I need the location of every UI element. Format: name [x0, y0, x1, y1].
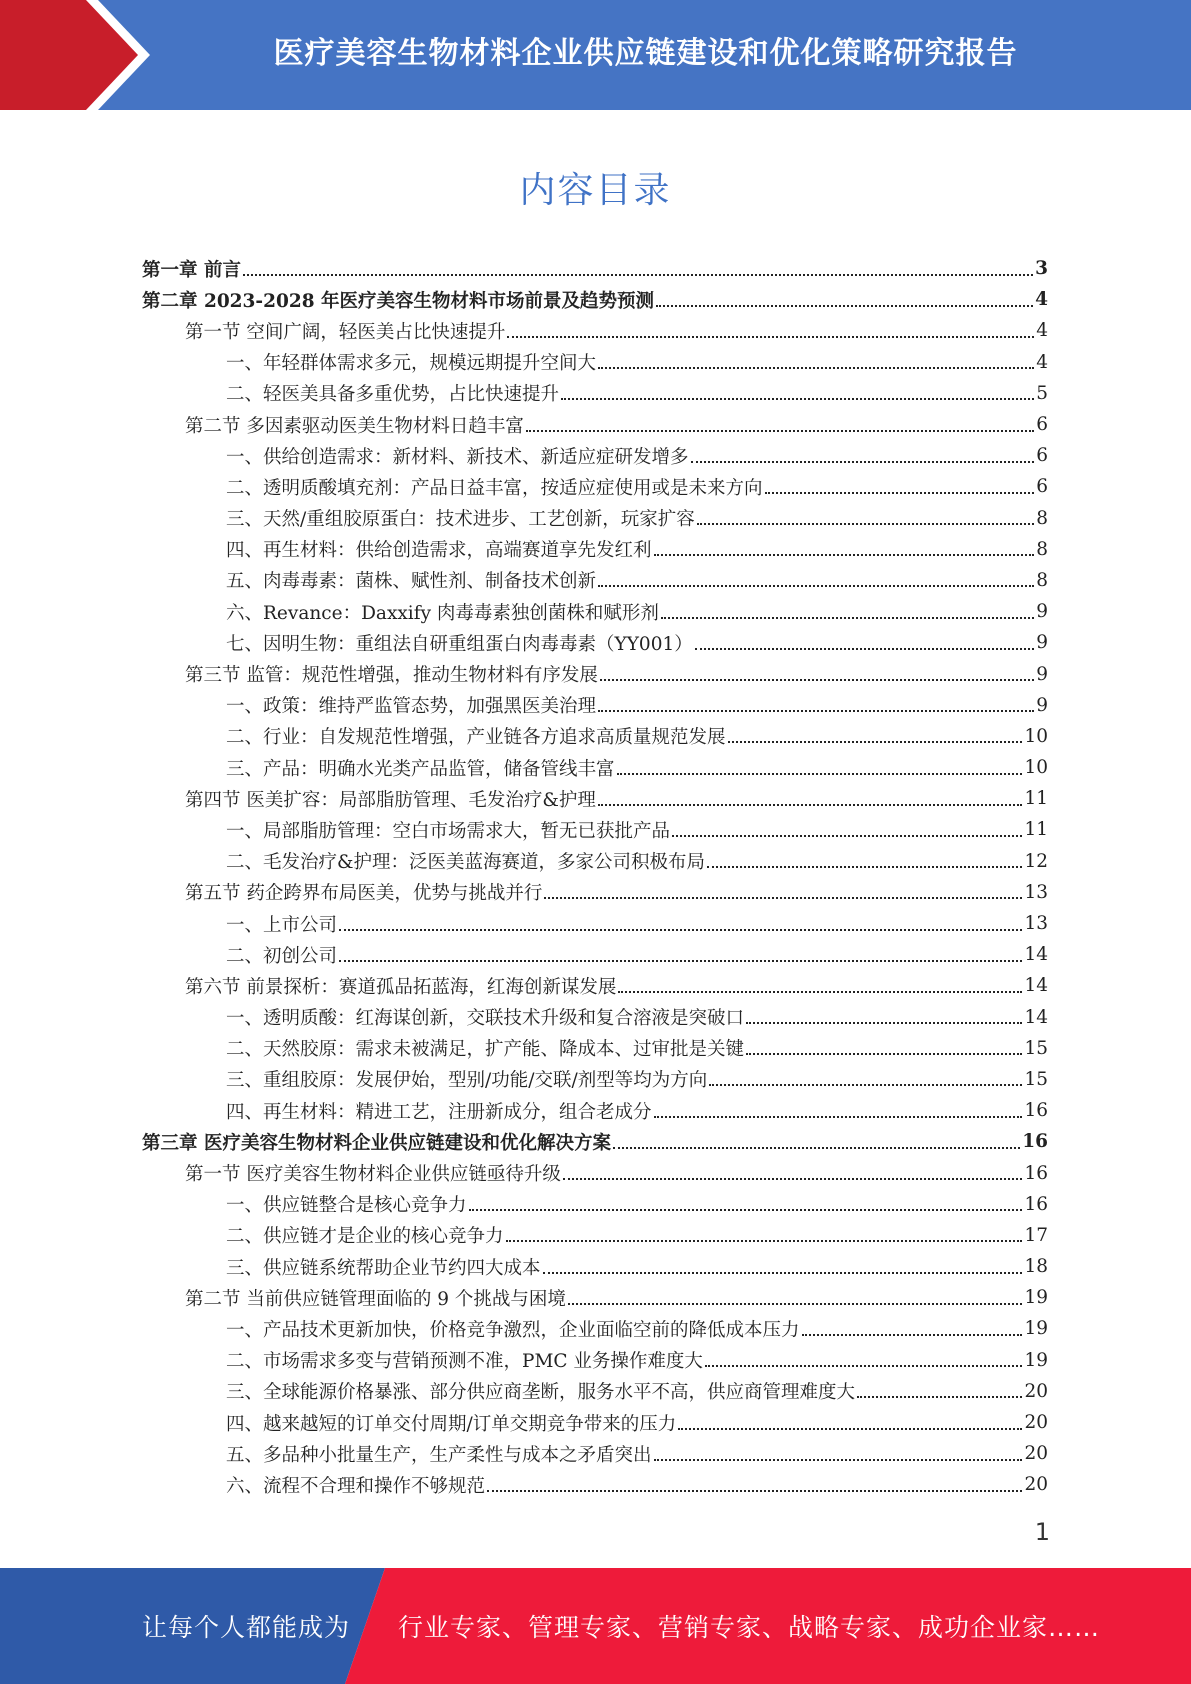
toc-dot-leader — [618, 991, 1022, 993]
toc-entry-title: 三、重组胶原：发展伊始，型别/功能/交联/剂型等均为方向 — [226, 1070, 708, 1092]
toc-entry-title: 一、供给创造需求：新材料、新技术、新适应症研发增多 — [226, 446, 689, 468]
toc-entry-title: 一、产品技术更新加快，价格竞争激烈，企业面临空前的降低成本压力 — [226, 1319, 800, 1341]
toc-subsection-entry[interactable] — [142, 1376, 1048, 1407]
toc-entry-title: 第五节 药企跨界布局医美，优势与挑战并行 — [185, 883, 543, 905]
toc-section-entry[interactable] — [142, 970, 1048, 1001]
toc-subsection-entry[interactable] — [142, 440, 1048, 471]
toc-entry-title: 第二节 当前供应链管理面临的 9 个挑战与困境 — [185, 1288, 566, 1310]
toc-dot-leader — [695, 648, 1034, 650]
toc-entry-title: 三、全球能源价格暴涨、部分供应商垄断，服务水平不高，供应商管理难度大 — [226, 1382, 856, 1404]
toc-entry-title: 五、多品种小批量生产，生产柔性与成本之矛盾突出 — [226, 1444, 652, 1466]
toc-entry-page: 13 — [1024, 913, 1048, 935]
toc-subsection-entry[interactable] — [142, 1345, 1048, 1376]
toc-entry-page: 9 — [1036, 632, 1048, 654]
toc-entry-title: 三、天然/重组胶原蛋白：技术进步、工艺创新，玩家扩容 — [226, 509, 695, 531]
toc-entry-title: 一、年轻群体需求多元，规模远期提升空间大 — [226, 353, 597, 375]
toc-subsection-entry[interactable] — [142, 1438, 1048, 1469]
toc-subsection-entry[interactable] — [142, 939, 1048, 970]
page-number: 1 — [1034, 1518, 1050, 1546]
toc-entry-page: 16 — [1022, 1131, 1048, 1153]
toc-entry-title: 四、再生材料：供给创造需求，高端赛道享先发红利 — [226, 540, 652, 562]
toc-entry-page: 4 — [1036, 351, 1048, 373]
toc-dot-leader — [709, 1084, 1022, 1086]
toc-entry-page: 20 — [1024, 1380, 1048, 1402]
toc-entry-title: 二、天然胶原：需求未被满足，扩产能、降成本、过审批是关键 — [226, 1039, 745, 1061]
toc-subsection-entry[interactable] — [142, 565, 1048, 596]
toc-subsection-entry[interactable] — [142, 1220, 1048, 1251]
toc-entry-title: 六、流程不合理和操作不够规范 — [226, 1475, 486, 1497]
toc-subsection-entry[interactable] — [142, 378, 1048, 409]
toc-subsection-entry[interactable] — [142, 1064, 1048, 1095]
toc-subsection-entry[interactable] — [142, 1251, 1048, 1282]
toc-entry-page: 20 — [1024, 1412, 1048, 1434]
toc-entry-page: 19 — [1024, 1318, 1048, 1340]
toc-entry-title: 二、市场需求多变与营销预测不准，PMC 业务操作难度大 — [226, 1351, 703, 1373]
toc-section-entry[interactable] — [142, 1157, 1048, 1188]
toc-entry-title: 七、因明生物：重组法自研重组蛋白肉毒毒素（YY001） — [226, 633, 693, 655]
toc-entry-page: 14 — [1024, 944, 1048, 966]
toc-entry-page: 18 — [1024, 1256, 1048, 1278]
toc-dot-leader — [598, 804, 1023, 806]
toc-entry-page: 3 — [1035, 258, 1048, 280]
toc-entry-title: 一、政策：维持严监管态势，加强黑医美治理 — [226, 696, 597, 718]
toc-dot-leader — [672, 835, 1022, 837]
toc-subsection-entry[interactable] — [142, 814, 1048, 845]
toc-subsection-entry[interactable] — [142, 596, 1048, 627]
toc-entry-page: 19 — [1024, 1349, 1048, 1371]
toc-dot-leader — [857, 1396, 1022, 1398]
toc-entry-title: 六、Revance：Daxxify 肉毒毒素独创菌株和赋形剂 — [226, 602, 659, 624]
toc-chapter-entry[interactable] — [142, 253, 1048, 284]
toc-dot-leader — [765, 492, 1035, 494]
toc-entry-title: 一、局部脂肪管理：空白市场需求大，暂无已获批产品 — [226, 820, 671, 842]
toc-entry-title: 二、毛发治疗&护理：泛医美蓝海赛道，多家公司积极布局 — [226, 852, 705, 874]
toc-subsection-entry[interactable] — [142, 752, 1048, 783]
toc-dot-leader — [613, 1147, 1020, 1149]
toc-dot-leader — [654, 1116, 1023, 1118]
toc-dot-leader — [746, 1022, 1022, 1024]
toc-dot-leader — [487, 1490, 1022, 1492]
toc-entry-page: 11 — [1024, 788, 1048, 810]
toc-entry-title: 四、越来越短的订单交付周期/订单交期竞争带来的压力 — [226, 1413, 677, 1435]
toc-entry-page: 15 — [1024, 1037, 1048, 1059]
toc-subsection-entry[interactable] — [142, 347, 1048, 378]
toc-entry-title: 第一章 前言 — [142, 259, 241, 281]
toc-entry-title: 第一节 空间广阔，轻医美占比快速提升 — [185, 321, 506, 343]
toc-dot-leader — [697, 523, 1034, 525]
toc-entry-page: 4 — [1036, 320, 1048, 342]
toc-entry-page: 6 — [1036, 476, 1048, 498]
toc-entry-page: 20 — [1024, 1474, 1048, 1496]
toc-entry-title: 第四节 医美扩容：局部脂肪管理、毛发治疗&护理 — [185, 789, 596, 811]
toc-entry-page: 12 — [1024, 850, 1048, 872]
toc-dot-leader — [598, 585, 1034, 587]
report-title: 医疗美容生物材料企业供应链建设和优化策略研究报告 — [273, 36, 1018, 71]
toc-subsection-entry[interactable] — [142, 721, 1048, 752]
toc-entry-page: 10 — [1024, 725, 1048, 747]
table-of-contents — [142, 253, 1048, 1501]
toc-section-entry[interactable] — [142, 1282, 1048, 1313]
toc-dot-leader — [654, 554, 1035, 556]
toc-entry-page: 6 — [1036, 445, 1048, 467]
toc-subsection-entry[interactable] — [142, 503, 1048, 534]
toc-entry-page: 16 — [1024, 1100, 1048, 1122]
toc-entry-title: 二、初创公司 — [226, 945, 338, 967]
toc-section-entry[interactable] — [142, 315, 1048, 346]
toc-dot-leader — [705, 1365, 1023, 1367]
toc-subsection-entry[interactable] — [142, 1095, 1048, 1126]
toc-entry-title: 三、供应链系统帮助企业节约四大成本 — [226, 1257, 541, 1279]
toc-section-entry[interactable] — [142, 783, 1048, 814]
toc-entry-page: 14 — [1024, 975, 1048, 997]
toc-dot-leader — [543, 1272, 1023, 1274]
toc-entry-page: 19 — [1024, 1287, 1048, 1309]
toc-dot-leader — [561, 398, 1034, 400]
toc-entry-page: 4 — [1035, 289, 1048, 311]
toc-entry-page: 20 — [1024, 1443, 1048, 1465]
toc-entry-title: 二、透明质酸填充剂：产品日益丰富，按适应症使用或是未来方向 — [226, 477, 763, 499]
toc-heading: 内容目录 — [519, 170, 672, 211]
toc-dot-leader — [506, 1240, 1023, 1242]
page-footer — [0, 1568, 1191, 1684]
toc-entry-title: 第六节 前景探析：赛道孤品拓蓝海，红海创新谋发展 — [185, 976, 617, 998]
toc-entry-page: 11 — [1024, 819, 1048, 841]
toc-subsection-entry[interactable] — [142, 908, 1048, 939]
toc-entry-page: 15 — [1024, 1068, 1048, 1090]
toc-entry-title: 五、肉毒毒素：菌株、赋性剂、制备技术创新 — [226, 571, 597, 593]
toc-section-entry[interactable] — [142, 409, 1048, 440]
toc-entry-page: 14 — [1024, 1006, 1048, 1028]
toc-dot-leader — [691, 461, 1035, 463]
toc-dot-leader — [678, 1428, 1022, 1430]
toc-chapter-entry[interactable] — [142, 284, 1048, 315]
toc-entry-page: 5 — [1036, 382, 1048, 404]
toc-entry-title: 第三节 监管：规范性增强，推动生物材料有序发展 — [185, 665, 598, 687]
toc-dot-leader — [568, 1303, 1023, 1305]
toc-dot-leader — [339, 960, 1022, 962]
toc-dot-leader — [661, 617, 1034, 619]
toc-entry-page: 8 — [1036, 569, 1048, 591]
toc-dot-leader — [598, 710, 1034, 712]
toc-chapter-entry[interactable] — [142, 1126, 1048, 1157]
toc-subsection-entry[interactable] — [142, 471, 1048, 502]
toc-dot-leader — [707, 866, 1022, 868]
toc-dot-leader — [544, 897, 1022, 899]
toc-subsection-entry[interactable] — [142, 1313, 1048, 1344]
toc-entry-page: 10 — [1024, 757, 1048, 779]
toc-entry-title: 一、透明质酸：红海谋创新，交联技术升级和复合溶液是突破口 — [226, 1008, 745, 1030]
toc-dot-leader — [598, 367, 1034, 369]
toc-entry-page: 17 — [1024, 1224, 1048, 1246]
toc-dot-leader — [600, 679, 1034, 681]
toc-entry-title: 三、产品：明确水光类产品监管，储备管线丰富 — [226, 758, 615, 780]
toc-section-entry[interactable] — [142, 877, 1048, 908]
toc-entry-title: 四、再生材料：精进工艺，注册新成分，组合老成分 — [226, 1101, 652, 1123]
toc-entry-page: 16 — [1024, 1162, 1048, 1184]
toc-dot-leader — [654, 1459, 1023, 1461]
toc-entry-title: 二、供应链才是企业的核心竞争力 — [226, 1226, 504, 1248]
toc-subsection-entry[interactable] — [142, 627, 1048, 658]
toc-dot-leader — [243, 274, 1033, 276]
page-header — [0, 0, 1191, 110]
toc-entry-title: 二、行业：自发规范性增强，产业链各方追求高质量规范发展 — [226, 727, 726, 749]
toc-entry-title: 一、供应链整合是核心竞争力 — [226, 1195, 467, 1217]
footer-slogan-right: 行业专家、管理专家、营销专家、战略专家、成功企业家…… — [398, 1613, 1101, 1642]
toc-dot-leader — [656, 305, 1033, 307]
toc-entry-title: 第一节 医疗美容生物材料企业供应链亟待升级 — [185, 1164, 561, 1186]
toc-entry-page: 6 — [1036, 414, 1048, 436]
toc-entry-title: 二、轻医美具备多重优势，占比快速提升 — [226, 384, 560, 406]
footer-slogan-left: 让每个人都能成为 — [142, 1613, 351, 1642]
toc-dot-leader — [728, 741, 1023, 743]
toc-entry-title: 第二章 2023-2028 年医疗美容生物材料市场前景及趋势预测 — [142, 290, 655, 312]
toc-entry-page: 9 — [1036, 663, 1048, 685]
toc-dot-leader — [507, 336, 1034, 338]
toc-subsection-entry[interactable] — [142, 1407, 1048, 1438]
toc-entry-title: 第三章 医疗美容生物材料企业供应链建设和优化解决方案 — [142, 1132, 611, 1154]
toc-entry-title: 一、上市公司 — [226, 914, 338, 936]
toc-subsection-entry[interactable] — [142, 1189, 1048, 1220]
toc-entry-page: 13 — [1024, 881, 1048, 903]
toc-subsection-entry[interactable] — [142, 690, 1048, 721]
toc-subsection-entry[interactable] — [142, 846, 1048, 877]
toc-dot-leader — [339, 929, 1022, 931]
toc-subsection-entry[interactable] — [142, 1002, 1048, 1033]
toc-entry-page: 8 — [1036, 538, 1048, 560]
toc-dot-leader — [802, 1334, 1023, 1336]
toc-subsection-entry[interactable] — [142, 1469, 1048, 1500]
toc-dot-leader — [469, 1209, 1023, 1211]
toc-dot-leader — [617, 773, 1023, 775]
toc-subsection-entry[interactable] — [142, 534, 1048, 565]
toc-dot-leader — [746, 1053, 1022, 1055]
toc-entry-page: 16 — [1024, 1193, 1048, 1215]
toc-entry-page: 8 — [1036, 507, 1048, 529]
toc-entry-title: 第二节 多因素驱动医美生物材料日趋丰富 — [185, 415, 524, 437]
toc-subsection-entry[interactable] — [142, 1033, 1048, 1064]
toc-dot-leader — [526, 430, 1034, 432]
toc-entry-page: 9 — [1036, 601, 1048, 623]
toc-entry-page: 9 — [1036, 694, 1048, 716]
toc-dot-leader — [563, 1178, 1023, 1180]
toc-section-entry[interactable] — [142, 658, 1048, 689]
